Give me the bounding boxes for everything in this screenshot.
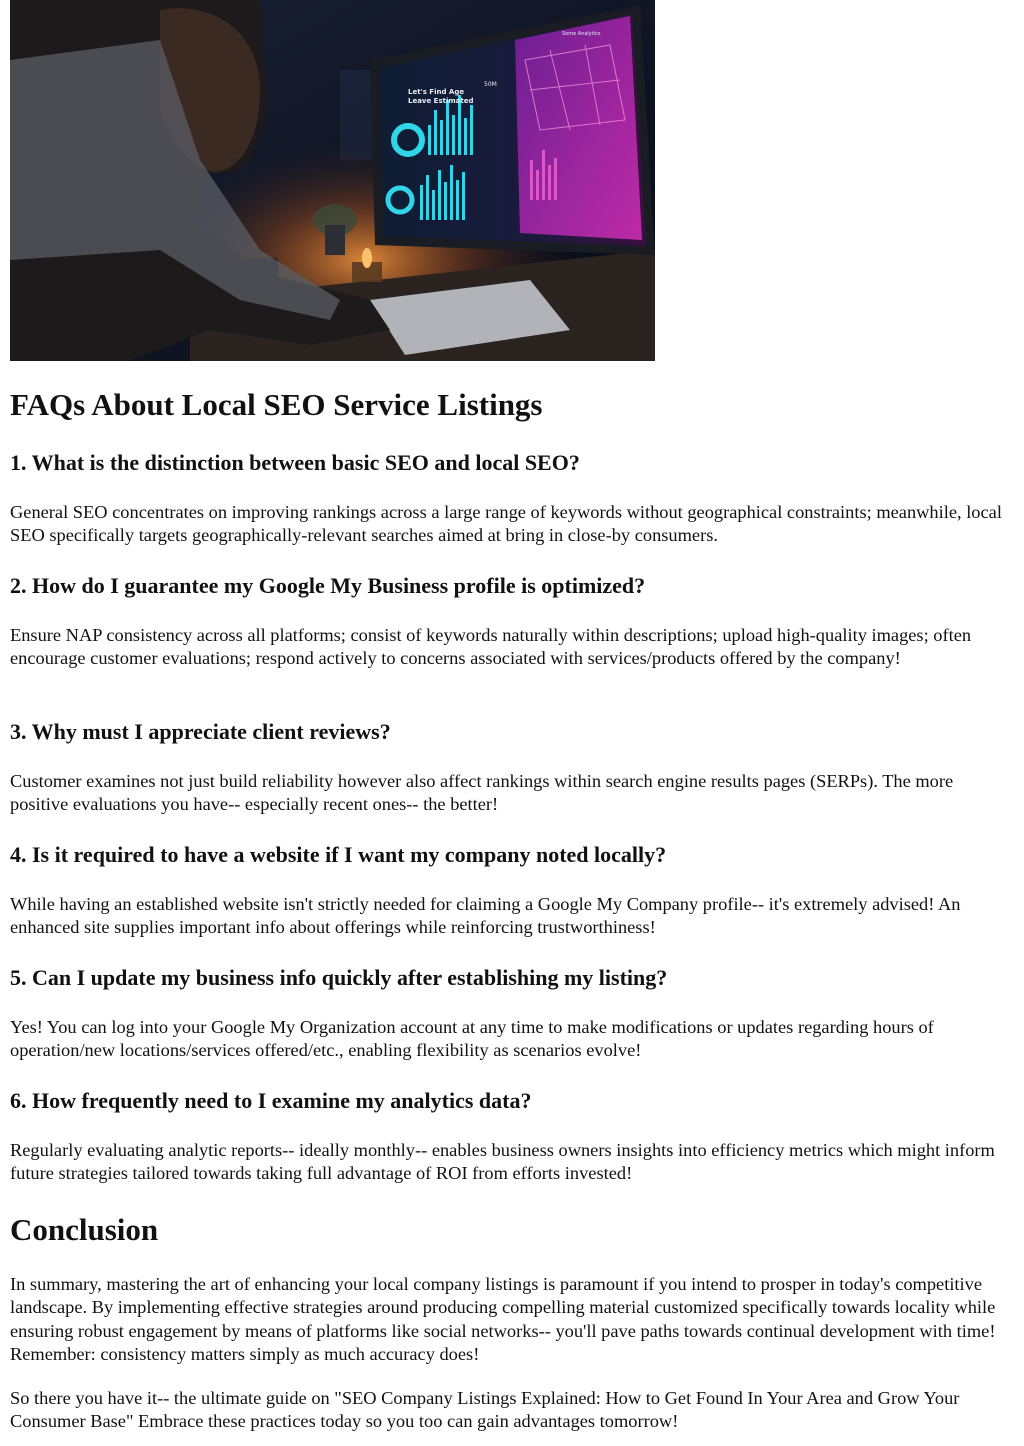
faq-answer-2: Ensure NAP consistency across all platforms; consist of keywords naturally within descriptions; upload high-quality images; often encourage customer evaluations; respond actively to concerns associated with services/products offered by the company! bbox=[10, 625, 972, 669]
conclusion-paragraph-1: In summary, mastering the art of enhancing your local company listings is paramount if you intend to prosper in today's competitive landscape. By implementing effective strategies around producing compelling material customized specifically towards locality while ensuring robust engagement by means of platforms like social networks-- you'll pave paths towards continual development with time! Remember: consistency matters simply as much accuracy does! bbox=[10, 1274, 996, 1364]
faq-question-3: 3. Why must I appreciate client reviews? bbox=[10, 719, 391, 744]
faq-answer-6: Regularly evaluating analytic reports-- ideally monthly-- enables business owners insights into efficiency metrics which might inform future strategies tailored towards taking full advantage of ROI from efforts invested! bbox=[10, 1140, 995, 1184]
faq-heading: FAQs About Local SEO Service Listings bbox=[10, 387, 543, 422]
screen-top-bar: Some Analytics bbox=[562, 31, 601, 37]
conclusion-paragraph-2: So there you have it-- the ultimate guide on "SEO Company Listings Explained: How to Get Found In Your Area and Grow Your Consumer Base" Embrace these practices today so you too can gain advantages tomorrow! bbox=[10, 1388, 960, 1432]
faq-answer-3: Customer examines not just build reliability however also affect rankings within search engine results pages (SERPs). The more positive evaluations you have-- especially recent ones-- the better! bbox=[10, 771, 954, 815]
screen-metric: 50M bbox=[484, 81, 497, 88]
conclusion-heading: Conclusion bbox=[10, 1212, 159, 1247]
hero-illustration bbox=[10, 0, 655, 361]
hero-image bbox=[10, 0, 655, 361]
faq-answer-5: Yes! You can log into your Google My Organization account at any time to make modifications or updates regarding hours of operation/new locations/services offered/etc., enabling flexibility as scenarios evolve! bbox=[10, 1017, 934, 1061]
faq-answer-4: While having an established website isn't strictly needed for claiming a Google My Company profile-- it's extremely advised! An enhanced site supplies important info about offerings while reinforcing trustworthiness! bbox=[10, 894, 961, 938]
faq-question-6: 6. How frequently need to I examine my analytics data? bbox=[10, 1088, 532, 1113]
faq-question-2: 2. How do I guarantee my Google My Business profile is optimized? bbox=[10, 573, 646, 598]
faq-answer-1: General SEO concentrates on improving rankings across a large range of keywords without geographical constraints; meanwhile, local SEO specifically targets geographically-relevant searches aimed at bring in close-by consumers. bbox=[10, 502, 1002, 546]
faq-question-1: 1. What is the distinction between basic SEO and local SEO? bbox=[10, 450, 580, 475]
screen-panel-title-1: Let's Find Age bbox=[408, 88, 465, 96]
faq-question-4: 4. Is it required to have a website if I want my company noted locally? bbox=[10, 842, 667, 867]
faq-question-5: 5. Can I update my business info quickly after establishing my listing? bbox=[10, 965, 668, 990]
screen-panel-title-2: Leave Estimated bbox=[408, 97, 474, 105]
